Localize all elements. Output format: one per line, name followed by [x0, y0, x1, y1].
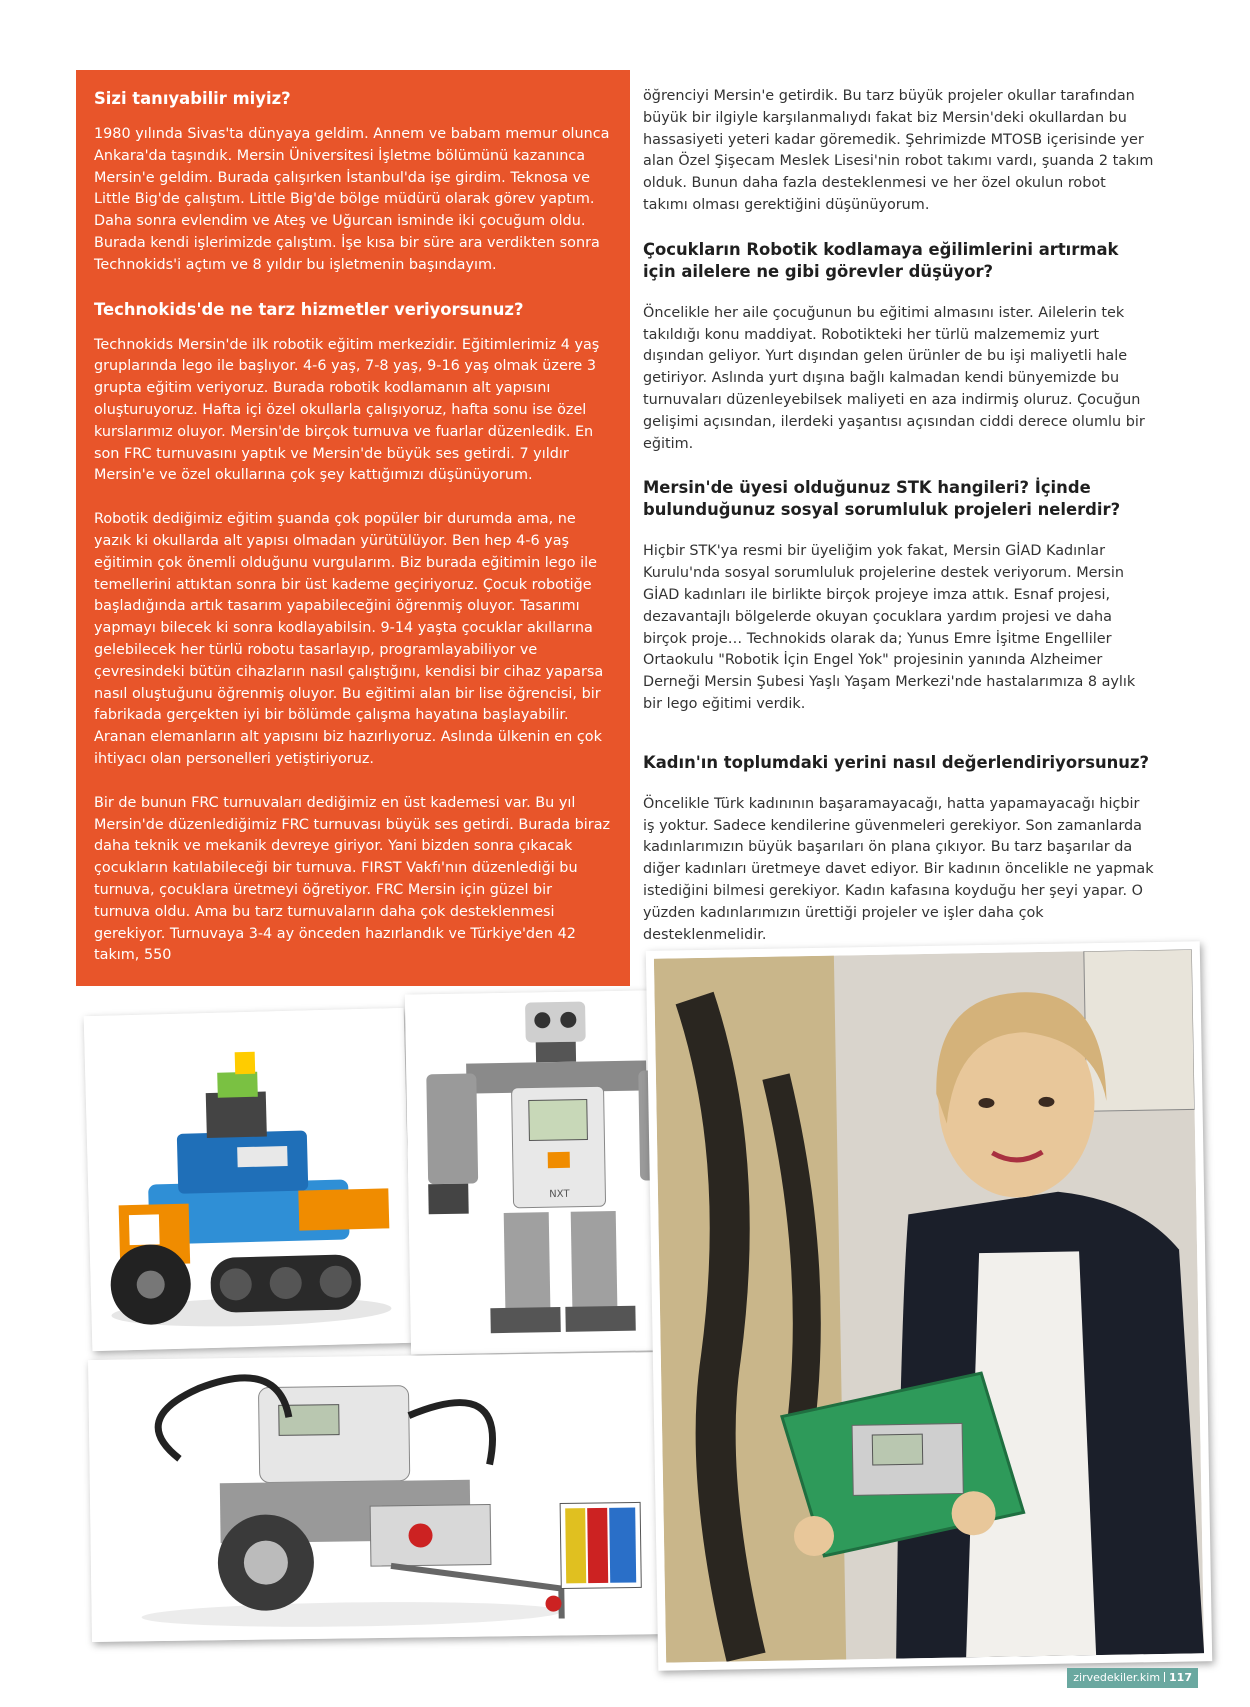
answer-paragraph: Robotik dediğimiz eğitim şuanda çok popüler bir durumda ama, ne yazık ki okullarda alt yapısı olmadan yürütülüyor. Ben hep 4-6 yaş eğitimin çok önemli olduğunu vurgularım. Biz burada eğitimin lego ile temellerini attıktan sonra bir üst kademe geçiriyoruz. Çocuk robotiğe başladığında artık tasarım yapabileceğini öğrenmiş oluyor. Tasarımı yapmayı bilecek ki sonra kodlayabilsin. 9-14 yaşta çocuklar akıllarına gelebilecek her türlü robotu tasarlayıp, programlayabiliyor ve çevresindeki bütün cihazların nasıl çalıştığını, kendisi bir cihaz yaparsa nasıl oluştuğunu öğrenmiş oluyor. Bu eğitimi alan bir lise öğrencisi, bir fabrikada gerçekten iyi bir bölümde çalışma hayatına başlayabilir. Aranan elemanların alt yapısını biz hazırlıyoruz. Aslında ülkenin en çok ihtiyacı olan personelleri yetiştiriyoruz.: [94, 511, 604, 767]
question-heading: Mersin'de üyesi olduğunuz STK hangileri? İçinde bulunduğunuz sosyal sorumluluk projeleri nelerdir?: [643, 478, 1121, 520]
orange-text-box: [76, 70, 630, 986]
answer-paragraph: Hiçbir STK'ya resmi bir üyeliğim yok fakat, Mersin GİAD Kadınlar Kurulu'nda sosyal sorumluluk projelerine destek veriyorum. Mersin GİAD kadınları ile birlikte birçok projeye imza attık. Esnaf projesi, dezavantajlı bölgelerde okuyan çocuklara yardım projesi ve daha birçok proje… Technokids olarak da; Yunus Emre İşitme Engelliler Ortaokulu "Robotik İçin Engel Yok" projesinin yanında Alzheimer Derneği Mersin Şubesi Yaşlı Yaşam Merkezi'nde hastalarımıza 8 aylık bir lego eğitimi verdik.: [643, 543, 1136, 712]
answer-paragraph: 1980 yılında Sivas'ta dünyaya geldim. Annem ve babam memur olunca Ankara'da taşındık. Mersin Üniversitesi İşletme bölümünü kazanınca Mersin'e geldim. Burada çalışırken İstanbul'da işe girdim. Teknosa ve Little Big'de çalıştım. Little Big'de bölge müdürü olarak görev yaptım. Daha sonra evlendim ve Ateş ve Uğurcan isminde iki çocuğum oldu. Burada kendi işlerimizde çalıştım. İşe kısa bir süre ara verdikten sonra Technokids'i açtım ve 8 yıldır bu işletmenin başındayım.: [94, 126, 610, 273]
portrait-photo: [646, 941, 1212, 1671]
answer-paragraph: Öncelikle her aile çocuğunun bu eğitimi almasını ister. Ailelerin tek takıldığı konu maddiyat. Robotikteki her türlü malzememiz yurt dışından geliyor. Yurt dışından gelen ürünler de bu işi maliyetli hale getiriyor. Aslında yurt dışına bağlı kalmadan kendi bünyemizde bu turnuvaları düzenleyebilsek maliyeti en aza indirmiş oluruz. Çocuğun gelişimi açısından, ilerdeki yaşantısı açısından ciddi derece olumlu bir eğitim.: [643, 304, 1145, 452]
right-text-column: [643, 86, 1155, 968]
page-number: 117: [1169, 1671, 1192, 1684]
question-heading: Çocukların Robotik kodlamaya eğilimlerini artırmak için ailelere ne gibi görevler düşüyor?: [643, 239, 1119, 281]
answer-paragraph: Öncelikle Türk kadınının başaramayacağı, hatta yapamayacağı hiçbir iş yoktur. Sadece kendilerine güvenmeleri gerekiyor. Son zamanlarda kadınlarımızın büyük başarıları ön plana çıkıyor. Bu tarz başarılar da diğer kadınları üretmeye davet ediyor. Bir kadının öncelikle ne yapmak istediğini bilmesi gerekiyor. Kadın kafasına koyduğu her şeyi yapar. O yüzden kadınlarımızın ürettiği projeler ve işler daha çok desteklenmelidir.: [643, 795, 1154, 943]
question-heading: Kadın'ın toplumdaki yerini nasıl değerlendiriyorsunuz?: [643, 752, 1150, 772]
ev3-vehicle-illustration: [88, 1352, 674, 1642]
answer-paragraph: öğrenciyi Mersin'e getirdik. Bu tarz büyük projeler okullar tarafından büyük bir ilgiyle karşılanmalıydı fakat biz Mersin'deki okullardan bu hassasiyeti yeteri kadar göremedik. Şehrimizde MTOSB içerisinde yer alan Özel Şişecam Meslek Lisesi'nin robot takımı vardı, şuanda 2 takım olduk. Bunun daha fazla desteklenmesi ve her özel okulun robot takımı olması gerektiğini düşünüyorum.: [643, 88, 1154, 213]
page-footer: [1067, 1668, 1198, 1688]
nxt-label: NXT: [549, 1188, 570, 1201]
answer-paragraph: Technokids Mersin'de ilk robotik eğitim merkezidir. Eğitimlerimiz 4 yaş gruplarında lego ile başlıyor. 4-6 yaş, 7-8 yaş, 9-16 yaş olmak üzere 3 grupta eğitim veriyoruz. Burada robotik kodlamanın alt yapısını oluşturuyoruz. Hafta içi özel okullarla çalışıyoruz, hafta sonu ise özel kurslarımız oluyor. Mersin'de birçok turnuva ve fuarlar düzenledik. En son FRC turnuvasını yaptık ve Mersin'de büyük ses getirdi. 7 yıldır Mersin'e ve özel okullarına çok şey kattığımızı düşünüyorum.: [94, 336, 600, 484]
question-heading: Technokids'de ne tarz hizmetler veriyorsunuz?: [94, 299, 524, 319]
portrait-illustration: [654, 949, 1204, 1662]
lego-vehicle-photo: [84, 1008, 413, 1351]
ev3-vehicle-photo: [88, 1352, 674, 1642]
lego-vehicle-illustration: [84, 1008, 413, 1351]
question-heading: Sizi tanıyabilir miyiz?: [94, 89, 291, 108]
site-name: zirvedekiler.kim: [1073, 1671, 1161, 1684]
answer-paragraph: Bir de bunun FRC turnuvaları dediğimiz en üst kademesi var. Bu yıl Mersin'de düzenlediğimiz FRC turnuvası büyük ses getirdi. Burada biraz daha teknik ve mekanik devreye giriyor. Yani bizden sonra çıkacak çocukların katılabileceği bir turnuva. FIRST Vakfı'nın düzenlediği bu turnuva, çocuklara üretmeyi öğretiyor. FRC Mersin için güzel bir turnuva oldu. Ama bu tarz turnuvaların daha çok desteklenmesi gerekiyor. Turnuvaya 3-4 ay önceden hazırlandık ve Türkiye'den 42 takım, 550: [94, 794, 611, 964]
footer-separator: [1164, 1672, 1165, 1682]
